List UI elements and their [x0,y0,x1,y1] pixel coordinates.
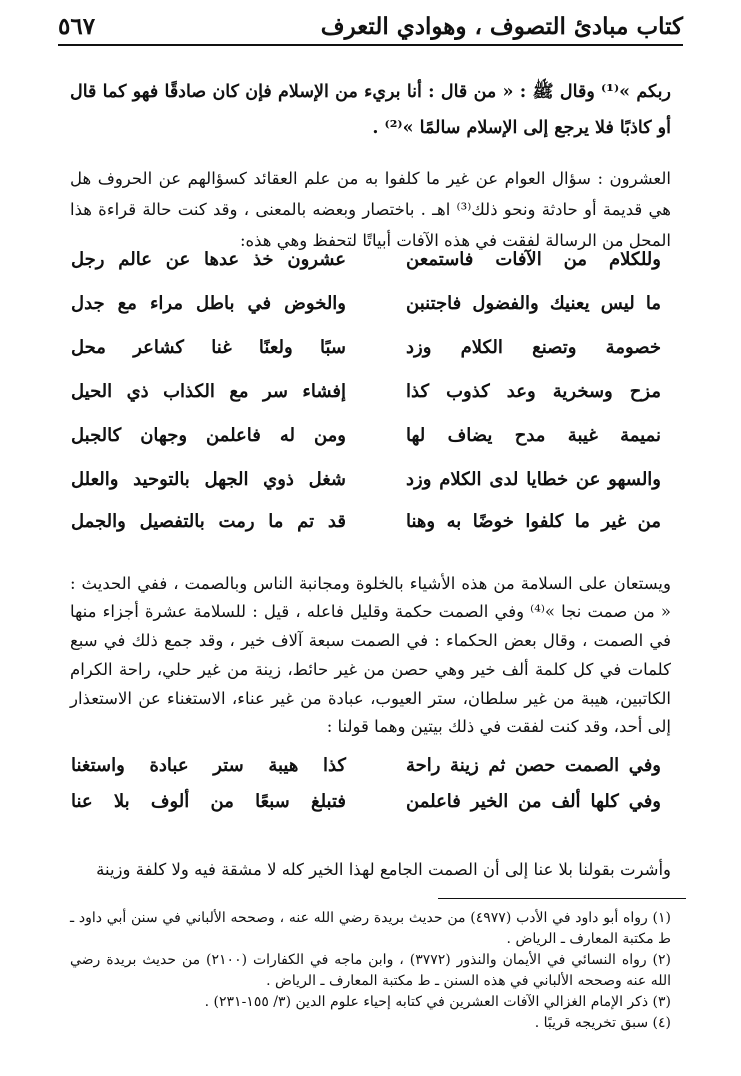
footnote: (٤) سبق تخريجه قريبًا . [534,1015,671,1031]
verse-first-hemistich: من غير ما كلفوا خوضًا به وهنا [406,511,661,532]
verse-first-hemistich: وفي الصمت حصن ثم زينة راحة [406,755,661,776]
paragraph-hadith: ربكم »⁽¹⁾ وقال ﷺ : « من قال : أنا بريء من الإسلام فإن كان صادقًا فهو كما قال أو كاذبًا فلا يرجع إلى الإسلام سالمًا »⁽²⁾ . [70,81,671,138]
verse [60,791,681,821]
verse [60,293,681,323]
footnote: (٣) ذكر الإمام الغزالي الآفات العشرين في كتابه إحياء علوم الدين (٣/ ١٥٥-٢٣١) . [204,994,671,1010]
verse-second-hemistich: قد تم ما رمت بالتفصيل والجمل [71,511,346,532]
verse-first-hemistich: وفي كلها ألف من الخير فاعلمن [406,791,661,812]
footnotes [70,908,671,1034]
verse-second-hemistich: شغل ذوي الجهل بالتوحيد والعلل [71,469,346,490]
verse-second-hemistich: عشرون خذ عدها عن عالم رجل [71,249,346,270]
verse-first-hemistich: والسهو عن خطايا لدى الكلام وزد [406,469,661,490]
page-header [58,10,683,46]
verse [60,469,681,499]
verse [60,381,681,411]
verse-second-hemistich: إفشاء سر مع الكذاب ذي الحيل [71,381,346,402]
verse [60,425,681,455]
verse-second-hemistich: كذا هيبة ستر عبادة واستغنا [71,755,346,776]
verse-first-hemistich: خصومة وتصنع الكلام وزد [406,337,661,358]
verse-first-hemistich: ما ليس يعنيك والفضول فاجتنبن [406,293,661,314]
paragraph-closing: وأشرت بقولنا بلا عنا إلى أن الصمت الجامع لهذا الخير كله لا مشقة فيه ولا كلفة وزينة [96,859,671,879]
paragraph-twentieth: العشرون : سؤال العوام عن غير ما كلفوا به من علم العقائد كسؤالهم عن الحروف هل هي قديمة أو حادثة ونحو ذلك⁽³⁾ اهـ . باختصار وبعضه بالمعنى ، وقد كنت حالة قراءة هذا المحل من الرسالة لفقت في هذه الآفات أبياتًا لتحفظ وهي هذه: [70,168,671,250]
footnote: (٢) رواه النسائي في الأيمان والنذور (٣٧٧٢) ، وابن ماجه في الكفارات (٢١٠٠) من حديث بريدة رضي الله عنه وصححه الألباني في هذه السنن ـ ط مكتبة المعارف ـ الرياض . [70,952,672,989]
footnote-divider [438,898,686,899]
running-title: كتاب مبادئ التصوف ، وهوادي التعرف [320,13,683,40]
verse-first-hemistich: وللكلام من الآفات فاستمعن [406,249,661,270]
verse [60,511,681,541]
verse-second-hemistich: سبًا ولعنًا غنا كشاعر محل [71,337,346,358]
verse [60,755,681,785]
verse-second-hemistich: والخوض في باطل مراء مع جدل [71,293,346,314]
page-number: ٥٦٧ [58,13,96,40]
verse-second-hemistich: ومن له فاعلمن وجهان كالجبل [71,425,346,446]
verse-second-hemistich: فتبلغ سبعًا من ألوف بلا عنا [71,791,346,812]
verse-first-hemistich: نميمة غيبة مدح يضاف لها [406,425,661,446]
verse [60,337,681,367]
footnote: (١) رواه أبو داود في الأدب (٤٩٧٧) من حديث بريدة رضي الله عنه ، وصححه الألباني في سنن أبي داود ـ ط مكتبة المعارف ـ الرياض . [70,910,671,947]
verse-first-hemistich: مزح وسخرية وعد كذوب كذا [406,381,661,402]
poem-afat [60,249,681,539]
paragraph-silence: ويستعان على السلامة من هذه الأشياء بالخلوة ومجانبة الناس وبالصمت ، ففي الحديث : « من صمت نجا »⁽⁴⁾ وفي الصمت حكمة وقليل فاعله ، قيل : للسلامة عشرة أجزاء منها في الصمت ، وقال بعض الحكماء : في الصمت سبعة آلاف خير ، وقد جمع ذلك في سبع كلمات في كل كلمة ألف خير وهي حصن من غير حائط، زينة من غير حلي، راحة الكرام الكاتبين، هيبة من غير سلطان، ستر العيوب، عبادة من غير عناء، الاستغناء عن الاستعذار إلى أحد، وقد كنت لفقت في ذلك بيتين وهما قولنا : [70,573,671,737]
verse [60,249,681,279]
poem-silence [60,755,681,825]
